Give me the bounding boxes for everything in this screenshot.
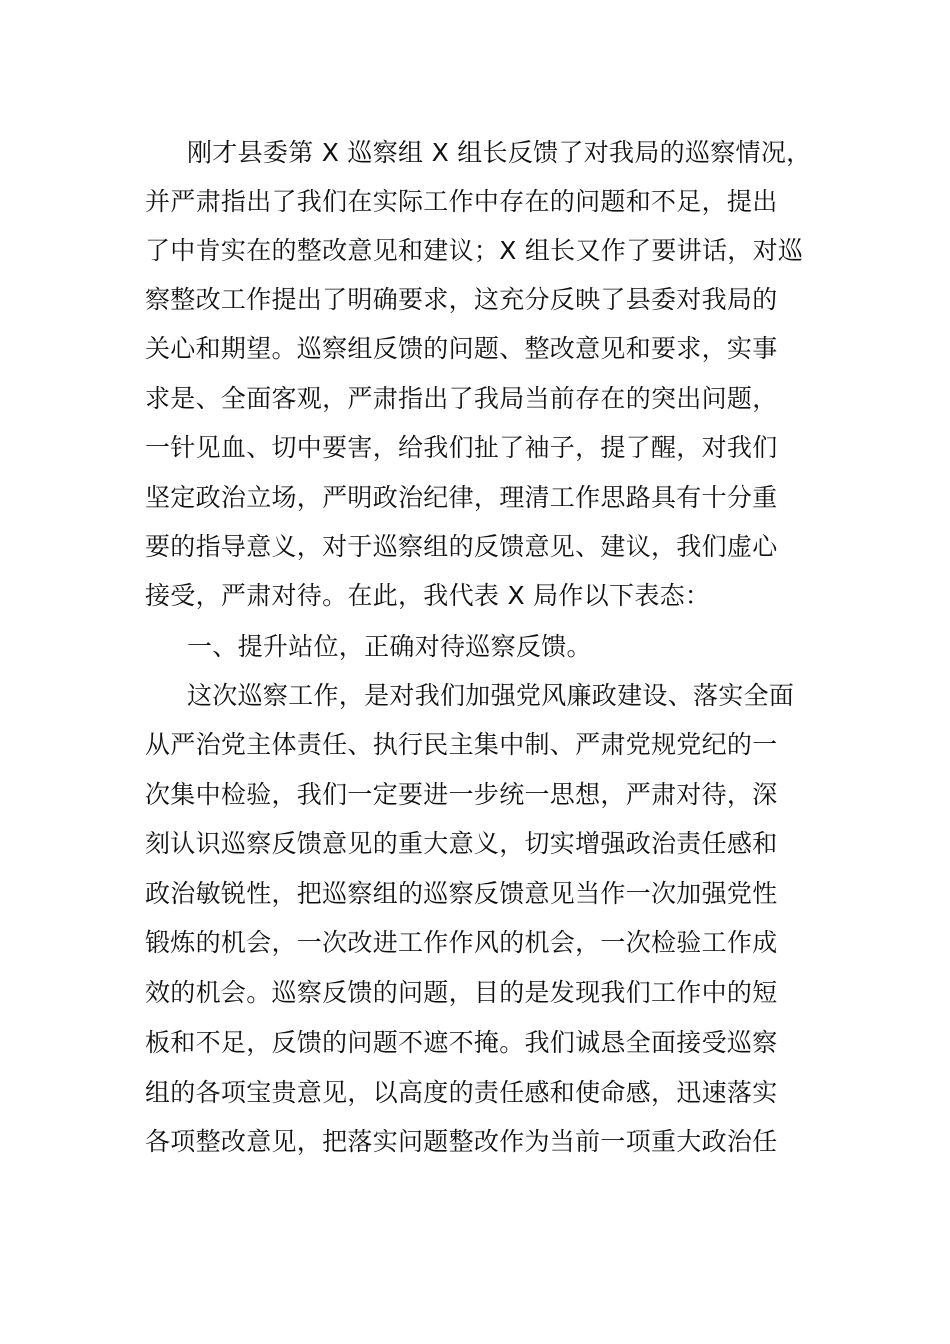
paragraph-2-line-4: 刻认识巡察反馈意见的重大意义，切实增强政治责任感和 <box>145 829 778 858</box>
paragraph-1-line-2: 并严肃指出了我们在实际工作中存在的问题和不足，提出 <box>145 187 778 216</box>
paragraph-2-line-10: 各项整改意见，把落实问题整改作为当前一项重大政治任 <box>145 1127 778 1156</box>
paragraph-2-line-9: 组的各项宝贵意见，以高度的责任感和使命感，迅速落实 <box>145 1078 778 1107</box>
paragraph-2-line-1: 这次巡察工作，是对我们加强党风廉政建设、落实全面 <box>187 681 795 710</box>
paragraph-1-line-10: 接受，严肃对待。在此，我代表 X 局作以下表态： <box>145 581 711 610</box>
paragraph-2-line-8: 板和不足，反馈的问题不遮不掩。我们诚恳全面接受巡察 <box>145 1028 778 1057</box>
section-heading-1: 一、提升站位，正确对待巡察反馈。 <box>187 632 592 661</box>
paragraph-1-line-7: 一针见血、切中要害，给我们扯了袖子，提了醒，对我们 <box>145 433 778 462</box>
paragraph-1-line-4: 察整改工作提出了明确要求，这充分反映了县委对我局的 <box>145 285 778 314</box>
paragraph-2-line-2: 从严治党主体责任、执行民主集中制、严肃党规党纪的一 <box>145 730 778 759</box>
paragraph-1-line-8: 坚定政治立场，严明政治纪律，理清工作思路具有十分重 <box>145 483 778 512</box>
paragraph-2-line-5: 政治敏锐性，把巡察组的巡察反馈意见当作一次加强党性 <box>145 879 778 908</box>
paragraph-1-line-3: 了中肯实在的整改意见和建议；X 组长又作了要讲话，对巡 <box>145 236 804 265</box>
paragraph-2-line-7: 效的机会。巡察反馈的问题，目的是发现我们工作中的短 <box>145 978 778 1007</box>
paragraph-1-line-6: 求是、全面客观，严肃指出了我局当前存在的突出问题， <box>145 384 778 413</box>
paragraph-1-line-9: 要的指导意义，对于巡察组的反馈意见、建议，我们虚心 <box>145 532 778 561</box>
paragraph-1-line-1: 刚才县委第 X 巡察组 X 组长反馈了对我局的巡察情况， <box>187 138 812 167</box>
paragraph-2-line-6: 锻炼的机会，一次改进工作作风的机会，一次检验工作成 <box>145 928 778 957</box>
paragraph-1-line-5: 关心和期望。巡察组反馈的问题、整改意见和要求，实事 <box>145 334 778 363</box>
paragraph-2-line-3: 次集中检验，我们一定要进一步统一思想，严肃对待，深 <box>145 780 778 809</box>
